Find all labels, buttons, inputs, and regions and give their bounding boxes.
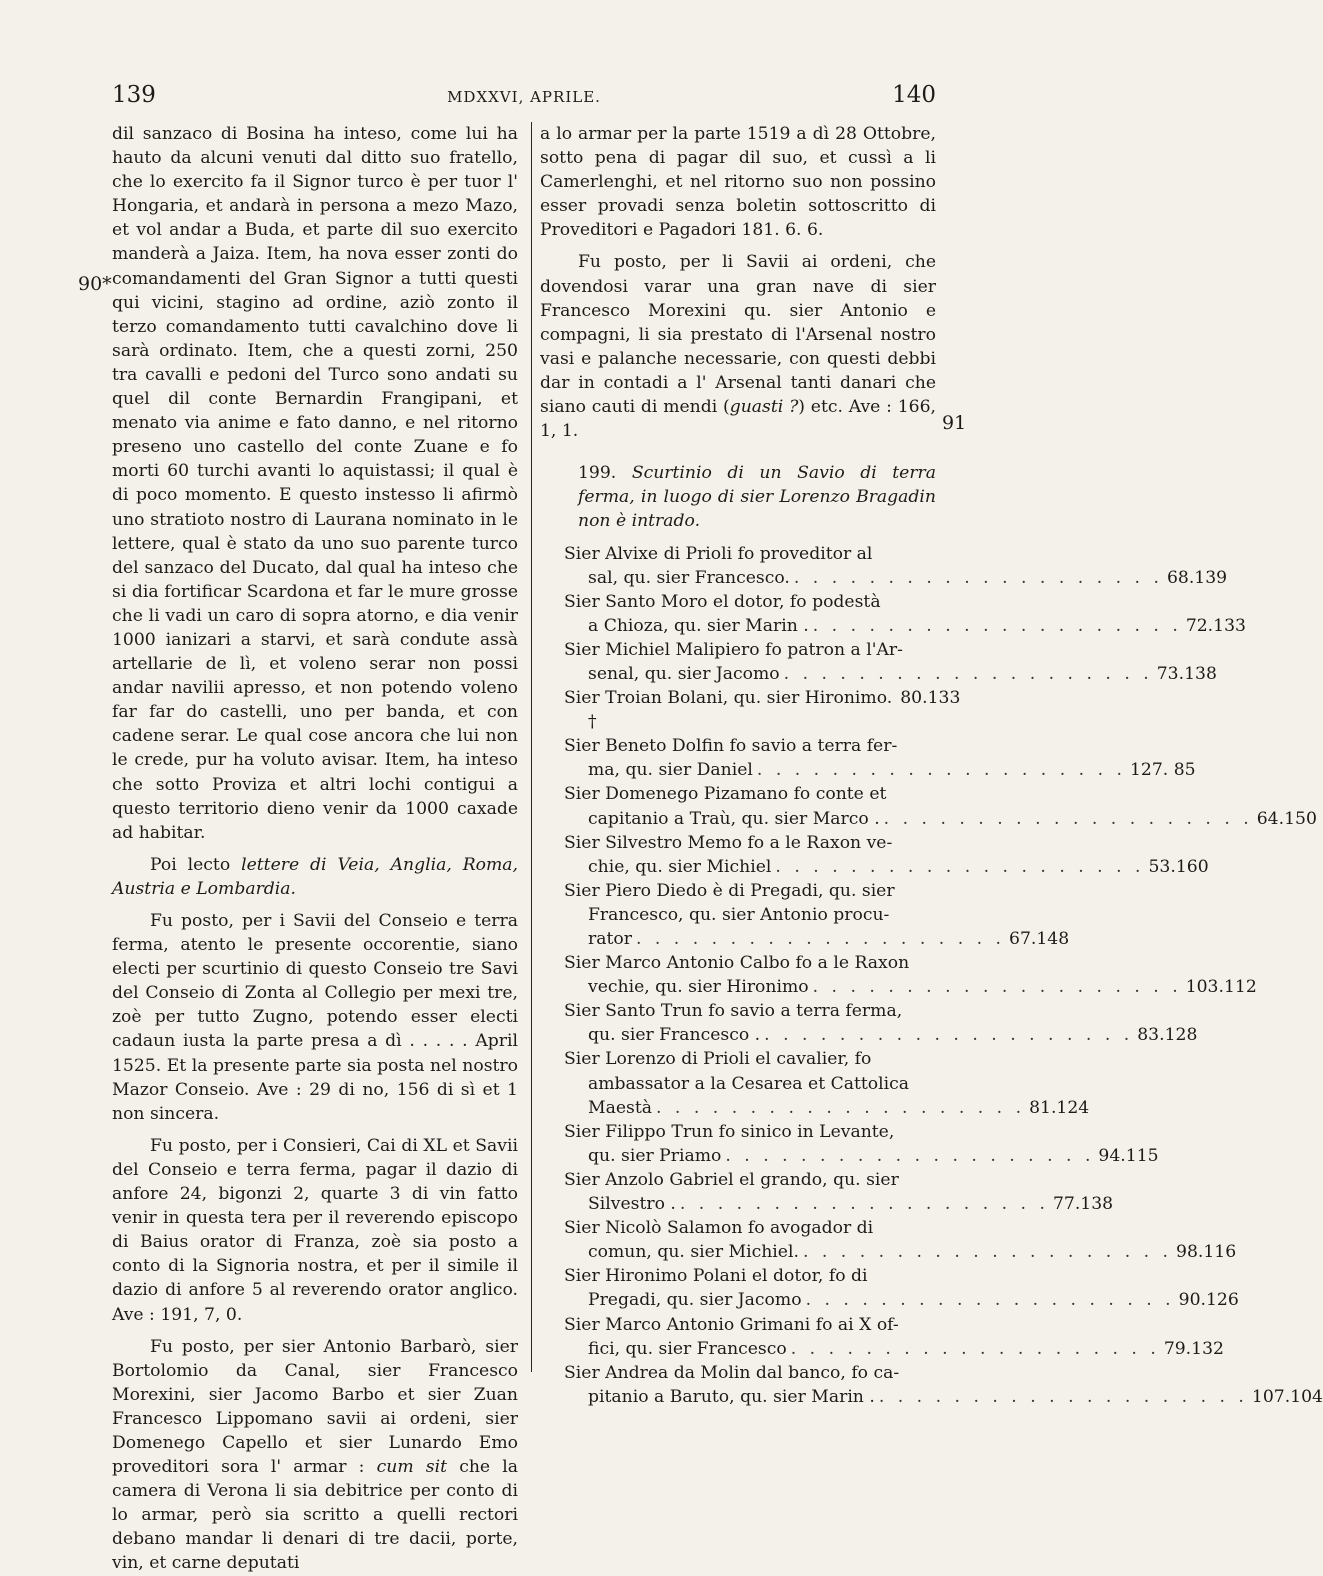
- candidate-entry: † Sier Beneto Dolfin fo savio a terra fer- ma, qu. sier Daniel . . . . . . . . . . . . . . . . . . . . 127. 85: [540, 710, 936, 782]
- vote-count: 83.128: [1137, 1025, 1198, 1046]
- candidate-detail: pitanio a Baruto, qu. sier Marin .: [588, 1386, 875, 1407]
- elected-mark: †: [588, 712, 597, 733]
- candidate-entry: Sier Santo Moro el dotor, fo podestà a Chioza, qu. sier Marin . . . . . . . . . . . . . . . . . . . . . 72.133: [540, 590, 936, 638]
- candidate-name: Sier Andrea da Molin dal banco, fo ca-: [564, 1362, 900, 1383]
- vote-count: 80.133: [900, 688, 961, 709]
- candidate-entry: Sier Nicolò Salamon fo avogador di comun, qu. sier Michiel. . . . . . . . . . . . . . . . . . . . . 98.116: [540, 1216, 936, 1264]
- candidate-name: Sier Anzolo Gabriel el grando, qu. sier: [564, 1169, 899, 1190]
- candidate-entry: Sier Filippo Trun fo sinico in Levante, qu. sier Priamo . . . . . . . . . . . . . . . . . . . . 94.115: [540, 1120, 936, 1168]
- candidate-name: Sier Troian Bolani, qu. sier Hironimo.: [564, 688, 893, 709]
- candidate-entry: Sier Marco Antonio Calbo fo a le Raxon vechie, qu. sier Hironimo . . . . . . . . . . . . . . . . . . . . 103.112: [540, 951, 936, 999]
- candidate-entry: Sier Lorenzo di Prioli el cavalier, fo ambassator a la Cesarea et Cattolica Maestà . . . . . . . . . . . . . . . . . . . . 81.124: [540, 1047, 936, 1119]
- candidate-name: Sier Nicolò Salamon fo avogador di: [564, 1218, 874, 1239]
- candidate-name: Sier Lorenzo di Prioli el cavalier, fo: [564, 1049, 872, 1070]
- vote-count: 103.112: [1185, 977, 1257, 998]
- candidate-detail: rator: [588, 929, 632, 949]
- candidate-entry: Sier Domenego Pizamano fo conte et capitanio a Traù, qu. sier Marco . . . . . . . . . . . . . . . . . . . . . 64.150: [540, 782, 936, 830]
- candidate-entry: Sier Michiel Malipiero fo patron a l'Ar- senal, qu. sier Jacomo . . . . . . . . . . . . . . . . . . . . 73.138: [540, 638, 936, 686]
- vote-count: 98.116: [1176, 1242, 1237, 1263]
- vote-count: 73.138: [1156, 663, 1217, 684]
- candidate-entry: [540, 686, 961, 710]
- vote-count: 81.124: [1029, 1097, 1090, 1118]
- page-number-right: 140: [892, 82, 936, 108]
- paragraph: Fu posto, per sier Antonio Barbarò, sier Bortolomio da Canal, sier Francesco Morexini, sier Jacomo Barbo et sier Zuan Francesco Lippomano savii ai ordeni, sier Domenego Capello et sier Lunardo Emo proveditori sora l' armar : cum sit che la camera di Verona li sia debitrice per conto di lo armar, però sia scritto a quelli rectori debano mandar li denari di tre dacii, porte, vin, et carne deputati: [112, 1336, 518, 1574]
- candidate-detail: qu. sier Francesco .: [588, 1025, 761, 1046]
- candidate-name: Sier Filippo Trun fo sinico in Levante,: [564, 1121, 895, 1142]
- candidate-detail: qu. sier Priamo: [588, 1145, 722, 1166]
- candidate-entry: Sier Marco Antonio Grimani fo ai X of- fici, qu. sier Francesco . . . . . . . . . . . . . . . . . . . . 79.132: [540, 1313, 936, 1361]
- candidate-detail: senal, qu. sier Jacomo: [588, 663, 780, 684]
- candidate-entry: Sier Silvestro Memo fo a le Raxon ve- chie, qu. sier Michiel . . . . . . . . . . . . . . . . . . . . 53.160: [540, 831, 936, 879]
- page-number-left: 139: [112, 82, 156, 108]
- candidate-name: Sier Marco Antonio Grimani fo ai X of-: [564, 1314, 899, 1335]
- candidate-name: Sier Alvixe di Prioli fo proveditor al: [564, 543, 873, 564]
- candidate-entry: Sier Anzolo Gabriel el grando, qu. sier Silvestro . . . . . . . . . . . . . . . . . . . . . 77.138: [540, 1168, 936, 1216]
- paragraph: Fu posto, per li Savii ai ordeni, che dovendosi varar una gran nave di sier Francesco Morexini qu. sier Antonio e compagni, li sia prestato di l'Arsenal nostro vasi e palanche necessarie, con questi debbi dar in contadi a l' Arsenal tanti danari che siano cauti di mendi (guasti ?) etc. Ave : 166, 1, 1.: [540, 252, 936, 442]
- vote-count: 107.104: [1251, 1386, 1323, 1407]
- vote-count: 127. 85: [1129, 760, 1196, 781]
- vote-count: 64.150: [1256, 808, 1317, 829]
- candidate-name: Sier Michiel Malipiero fo patron a l'Ar-: [564, 639, 903, 660]
- margin-note-right: 91: [942, 412, 967, 434]
- candidate-name: Sier Hironimo Polani el dotor, fo di: [564, 1266, 868, 1287]
- candidate-detail: Maestà: [588, 1097, 652, 1118]
- candidate-name: Sier Domenego Pizamano fo conte et: [564, 784, 887, 805]
- paragraph: Fu posto, per i Savii del Conseio e terra ferma, atento le presente occorentie, siano electi per scurtinio di questo Conseio tre Savi del Conseio di Zonta al Collegio per mexi tre, zoè per tutto Zugno, potendo esser electi cadaun iusta la parte presa a dì . . . . . April 1525. Et la presente parte sia posta nel nostro Mazor Conseio. Ave : 29 di no, 156 di sì et 1 non sincera.: [112, 911, 518, 1124]
- candidate-entry: Sier Piero Diedo è di Pregadi, qu. sier Francesco, qu. sier Antonio procu- rator . . . . . . . . . . . . . . . . . . . . 67.148: [540, 879, 936, 951]
- paragraph: a lo armar per la parte 1519 a dì 28 Ottobre, sotto pena di pagar dil suo, et cussì a li Camerlenghi, et nel ritorno suo non possino esser provadi senza boletin sottoscritto di Proveditori e Pagadori 181. 6. 6.: [540, 124, 936, 241]
- paragraph: Poi lecto lettere di Veia, Anglia, Roma, Austria e Lombardia.: [112, 854, 518, 899]
- candidate-detail: vechie, qu. sier Hironimo: [588, 977, 809, 998]
- column-divider: [531, 122, 532, 1372]
- candidate-name: Sier Beneto Dolfin fo savio a terra fer-: [564, 736, 898, 757]
- candidate-entry: Sier Alvixe di Prioli fo proveditor al sal, qu. sier Francesco. . . . . . . . . . . . . . . . . . . . . 68.139: [540, 542, 936, 590]
- vote-count: 94.115: [1098, 1145, 1159, 1166]
- candidate-detail: fici, qu. sier Francesco: [588, 1338, 787, 1359]
- candidate-name: Sier Santo Moro el dotor, fo podestà: [564, 591, 881, 612]
- candidate-name: Sier Marco Antonio Calbo fo a le Raxon: [564, 953, 910, 974]
- right-column: [540, 122, 1323, 1409]
- candidate-name: Sier Silvestro Memo fo a le Raxon ve-: [564, 832, 893, 853]
- candidate-detail: Pregadi, qu. sier Jacomo: [588, 1290, 802, 1311]
- candidate-name: Sier Piero Diedo è di Pregadi, qu. sier: [564, 880, 895, 901]
- running-title: MDXXVI, APRILE.: [447, 88, 601, 106]
- candidate-detail: ma, qu. sier Daniel: [588, 760, 753, 781]
- candidate-detail: Silvestro .: [588, 1194, 676, 1215]
- candidate-detail: Francesco, qu. sier Antonio procu-: [588, 904, 890, 925]
- vote-count: 90.126: [1178, 1290, 1239, 1311]
- candidate-detail: comun, qu. sier Michiel.: [588, 1242, 799, 1263]
- paragraph: Fu posto, per i Consieri, Cai di XL et Savii del Conseio e terra ferma, pagar il dazio di anfore 24, bigonzi 2, quarte 3 di vin fatto venir in questa tera per il reverendo episcopo di Baius orator di Franza, zoè sia posto a conto di la Signoria nostra, et per il simile il dazio di anfore 5 al reverendo orator anglico. Ave : 191, 7, 0.: [112, 1135, 518, 1325]
- candidate-detail: ambassator a la Cesarea et Cattolica: [588, 1073, 909, 1094]
- vote-count: 77.138: [1052, 1194, 1114, 1215]
- candidate-detail: chie, qu. sier Michiel: [588, 856, 772, 877]
- paragraph: dil sanzaco di Bosina ha inteso, come lui ha hauto da alcuni venuti dal ditto suo fratello, che lo exercito fa il Signor turco è per tuor l' Hongaria, et andarà in persona a mezo Mazo, et vol andar a Buda, et parte dil suo exercito manderà a Jaiza. Item, ha nova esser zonti do comandamenti del Gran Signor a tutti questi qui vicini, stagino ad ordine, aziò zonto il terzo comandamento tutti cavalchino dove li sarà ordinato. Item, che a questi zorni, 250 tra cavalli e pedoni del Turco sono andati su quel dil conte Bernardin Frangipani, et menato via anime e fato danno, e nel ritorno preseno uno castello del conte Zuane e fo morti 60 turchi avanti lo aquistassi; il qual è di poco momento. E questo instesso li afirmò uno stratioto nostro di Laurana nominato in le lettere, qual è stato da uno suo parente turco del sanzaco del Ducato, dal qual ha inteso che si dia fortificar Scardona et far le mure grosse che li vadi un caro di sopra atorno, e dia venir 1000 ianizari a starvi, et sarà condute assà artellarie de lì, et voleno serar non possi andar navilii apresso, et non potendo voleno far far do castelli, uno per banda, et con cadene serar. Le qual cose ancora che lui non le crede, pur ha voluto avisar. Item, ha inteso che sotto Proviza et altri lochi contigui a questo territorio dieno venir da 1000 caxade ad habitar.: [112, 124, 518, 843]
- candidate-detail: a Chioza, qu. sier Marin .: [588, 615, 809, 636]
- candidate-detail: sal, qu. sier Francesco.: [588, 567, 790, 588]
- margin-note-left: 90*: [78, 273, 112, 295]
- candidate-name: Sier Santo Trun fo savio a terra ferma,: [564, 1001, 903, 1022]
- scrutiny-list: [540, 542, 1323, 1409]
- candidate-entry: Sier Andrea da Molin dal banco, fo ca- pitanio a Baruto, qu. sier Marin . . . . . . . . . . . . . . . . . . . . . 107.104: [540, 1361, 936, 1409]
- left-column: [112, 122, 518, 1576]
- vote-count: 79.132: [1163, 1338, 1224, 1359]
- candidate-detail: capitanio a Traù, qu. sier Marco .: [588, 808, 880, 829]
- candidate-entry: Sier Hironimo Polani el dotor, fo di Pregadi, qu. sier Jacomo . . . . . . . . . . . . . . . . . . . . 90.126: [540, 1264, 936, 1312]
- section-heading: 199. Scurtinio di un Savio di terra ferma, in luogo di sier Lorenzo Bragadin non è intrado.: [578, 463, 936, 532]
- vote-count: 72.133: [1185, 615, 1246, 636]
- vote-count: 53.160: [1148, 856, 1209, 877]
- candidate-entry: Sier Santo Trun fo savio a terra ferma, qu. sier Francesco . . . . . . . . . . . . . . . . . . . . . 83.128: [540, 999, 936, 1047]
- vote-count: 67.148: [1009, 929, 1070, 949]
- vote-count: 68.139: [1166, 567, 1228, 588]
- page-header: [112, 82, 936, 116]
